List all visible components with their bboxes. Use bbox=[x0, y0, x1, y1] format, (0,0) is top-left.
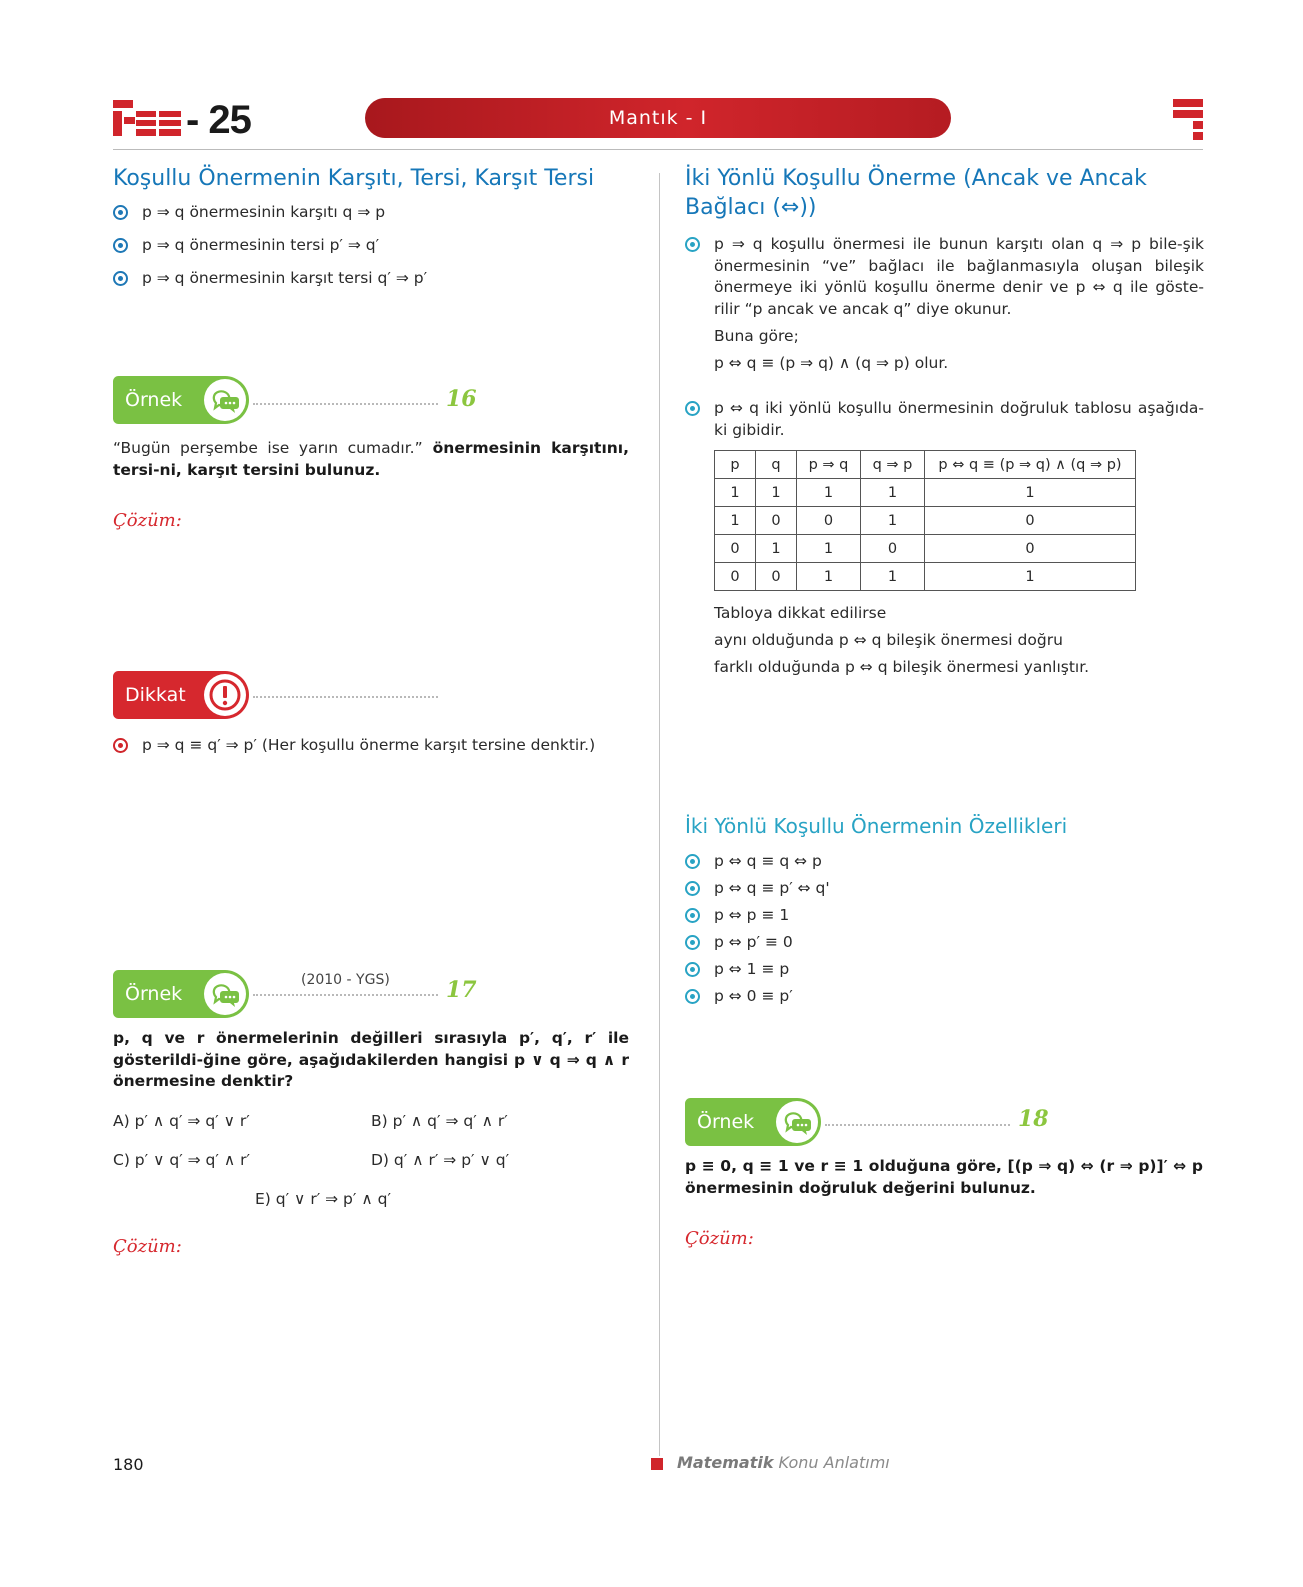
section-title-properties: İki Yönlü Koşullu Önermenin Özellikleri bbox=[685, 814, 1068, 838]
table-row bbox=[715, 479, 1136, 507]
solution-label: Çözüm: bbox=[113, 510, 182, 531]
table-cell: 1 bbox=[797, 535, 861, 563]
table-cell: 0 bbox=[715, 535, 756, 563]
speech-bubble-icon bbox=[776, 1101, 818, 1143]
table-row bbox=[715, 535, 1136, 563]
bullet-converse: p ⇒ q önermesinin karşıtı q ⇒ p bbox=[113, 202, 385, 223]
option-d: D) q′ ∧ r′ ⇒ p′ ∨ q′ bbox=[371, 1151, 510, 1169]
option-b: B) p′ ∧ q′ ⇒ q′ ∧ r′ bbox=[371, 1112, 508, 1130]
table-cell: 1 bbox=[756, 535, 797, 563]
table-cell: 1 bbox=[925, 563, 1136, 591]
table-cell: 1 bbox=[861, 563, 925, 591]
bullet-icon bbox=[685, 237, 700, 252]
table-header-row bbox=[715, 451, 1136, 479]
book-title: Matematik Konu Anlatımı bbox=[677, 1453, 890, 1472]
table-cell: 1 bbox=[756, 479, 797, 507]
property-item: p ⇔ 0 ≡ p′ bbox=[685, 986, 793, 1007]
bullet-icon bbox=[685, 401, 700, 416]
table-note-3: farklı olduğunda p ⇔ q bileşik önermesi yanlıştır. bbox=[714, 658, 1090, 676]
bullet-icon bbox=[113, 238, 128, 253]
property-item: p ⇔ p′ ≡ 0 bbox=[685, 932, 793, 953]
bullet-icon bbox=[685, 989, 700, 1004]
dotted-leader bbox=[253, 696, 438, 698]
table-row bbox=[715, 563, 1136, 591]
example-badge: Örnek bbox=[685, 1098, 821, 1146]
table-header: p ⇔ q ≡ (p ⇒ q) ∧ (q ⇒ p) bbox=[925, 451, 1136, 479]
footer-square-icon bbox=[651, 1458, 663, 1470]
buna-gore: Buna göre; bbox=[714, 327, 799, 345]
option-c: C) p′ ∨ q′ ⇒ q′ ∧ r′ bbox=[113, 1151, 251, 1169]
example-badge: Örnek bbox=[113, 376, 249, 424]
table-header: p ⇒ q bbox=[797, 451, 861, 479]
table-cell: 1 bbox=[925, 479, 1136, 507]
section-title-converse: Koşullu Önermenin Karşıtı, Tersi, Karşıt Tersi bbox=[113, 166, 595, 191]
bullet-icon bbox=[685, 854, 700, 869]
speech-bubble-icon bbox=[204, 973, 246, 1015]
table-cell: 0 bbox=[756, 563, 797, 591]
property-item: p ⇔ 1 ≡ p bbox=[685, 959, 789, 980]
table-cell: 0 bbox=[861, 535, 925, 563]
page-number: 180 bbox=[113, 1455, 144, 1474]
example18-question: p ≡ 0, q ≡ 1 ve r ≡ 1 olduğuna göre, [(p ⇒ q) ⇔ (r ⇒ p)]′ ⇔ p önermesinin doğruluk değerini bulunuz. bbox=[685, 1157, 1203, 1197]
table-header: q ⇒ p bbox=[861, 451, 925, 479]
series-logo bbox=[113, 98, 253, 140]
biconditional-formula: p ⇔ q ≡ (p ⇒ q) ∧ (q ⇒ p) olur. bbox=[714, 354, 949, 372]
example17-question: p, q ve r önermelerinin değilleri sırasıyla p′, q′, r′ ile gösterildi-ğine göre, aşağıdakilerden hangisi p ∨ q ⇒ q ∧ r önermesine denktir? bbox=[113, 1029, 629, 1090]
brand-corner-icon bbox=[1173, 99, 1203, 140]
warning-bullet: p ⇒ q ≡ q′ ⇒ p′ (Her koşullu önerme karşıt tersine denktir.) bbox=[113, 735, 595, 756]
dotted-leader bbox=[825, 1124, 1010, 1126]
example-number: 16 bbox=[446, 386, 477, 412]
exclamation-icon bbox=[204, 674, 246, 716]
bullet-icon bbox=[685, 881, 700, 896]
option-e: E) q′ ∨ r′ ⇒ p′ ∧ q′ bbox=[255, 1190, 391, 1208]
table-header: p bbox=[715, 451, 756, 479]
example-badge: Örnek bbox=[113, 970, 249, 1018]
table-cell: 1 bbox=[715, 479, 756, 507]
table-cell: 0 bbox=[925, 507, 1136, 535]
table-note-1: Tabloya dikkat edilirse bbox=[714, 604, 887, 622]
table-note-2: aynı olduğunda p ⇔ q bileşik önermesi doğru bbox=[714, 631, 1063, 649]
table-cell: 1 bbox=[797, 479, 861, 507]
table-cell: 0 bbox=[925, 535, 1136, 563]
topic-banner: Mantık - I bbox=[365, 98, 951, 138]
exam-source: (2010 - YGS) bbox=[301, 972, 390, 988]
property-item: p ⇔ q ≡ q ⇔ p bbox=[685, 851, 822, 872]
table-header: q bbox=[756, 451, 797, 479]
bullet-icon bbox=[113, 205, 128, 220]
bullet-icon bbox=[685, 962, 700, 977]
option-a: A) p′ ∧ q′ ⇒ q′ ∨ r′ bbox=[113, 1112, 250, 1130]
example-number: 17 bbox=[446, 977, 477, 1003]
bullet-inverse: p ⇒ q önermesinin tersi p′ ⇒ q′ bbox=[113, 235, 379, 256]
speech-bubble-icon bbox=[204, 379, 246, 421]
bullet-icon bbox=[113, 738, 128, 753]
table-cell: 0 bbox=[797, 507, 861, 535]
table-row bbox=[715, 507, 1136, 535]
biconditional-definition: p ⇒ q koşullu önermesi ile bunun karşıtı olan q ⇒ p bile-şik önermesinin “ve” bağlacı ile bağlanmasıyla oluşan bileşik önermeye iki yönlü koşullu önerme denir ve p ⇔ q ile göste-rilir “p ancak ve ancak q” diye okunur. bbox=[685, 234, 1204, 320]
unit-number: - 25 bbox=[186, 98, 251, 142]
solution-label: Çözüm: bbox=[113, 1236, 182, 1257]
section-title-biconditional: İki Yönlü Koşullu Önerme (Ancak ve Ancak Bağlacı (⇔)) bbox=[685, 166, 1147, 220]
example16-question: “Bugün perşembe ise yarın cumadır.” önermesinin karşıtını, tersi-ni, karşıt tersini bulunuz. bbox=[113, 439, 629, 479]
dotted-leader bbox=[253, 403, 438, 405]
table-cell: 1 bbox=[861, 479, 925, 507]
truth-table-intro: p ⇔ q iki yönlü koşullu önermesinin doğruluk tablosu aşağıda-ki gibidir. bbox=[685, 398, 1204, 441]
table-cell: 1 bbox=[797, 563, 861, 591]
property-item: p ⇔ q ≡ p′ ⇔ q' bbox=[685, 878, 830, 899]
warning-badge: Dikkat bbox=[113, 671, 249, 719]
table-cell: 1 bbox=[715, 507, 756, 535]
solution-label: Çözüm: bbox=[685, 1228, 754, 1249]
header-rule bbox=[113, 149, 1203, 150]
faz-logo-icon bbox=[113, 100, 181, 136]
bullet-icon bbox=[113, 271, 128, 286]
bullet-contrapositive: p ⇒ q önermesinin karşıt tersi q′ ⇒ p′ bbox=[113, 268, 427, 289]
bullet-icon bbox=[685, 908, 700, 923]
example-number: 18 bbox=[1018, 1106, 1049, 1132]
dotted-leader bbox=[253, 994, 438, 996]
table-cell: 1 bbox=[861, 507, 925, 535]
table-cell: 0 bbox=[715, 563, 756, 591]
table-cell: 0 bbox=[756, 507, 797, 535]
property-item: p ⇔ p ≡ 1 bbox=[685, 905, 789, 926]
column-divider bbox=[659, 173, 660, 1456]
truth-table bbox=[714, 450, 1136, 591]
bullet-icon bbox=[685, 935, 700, 950]
